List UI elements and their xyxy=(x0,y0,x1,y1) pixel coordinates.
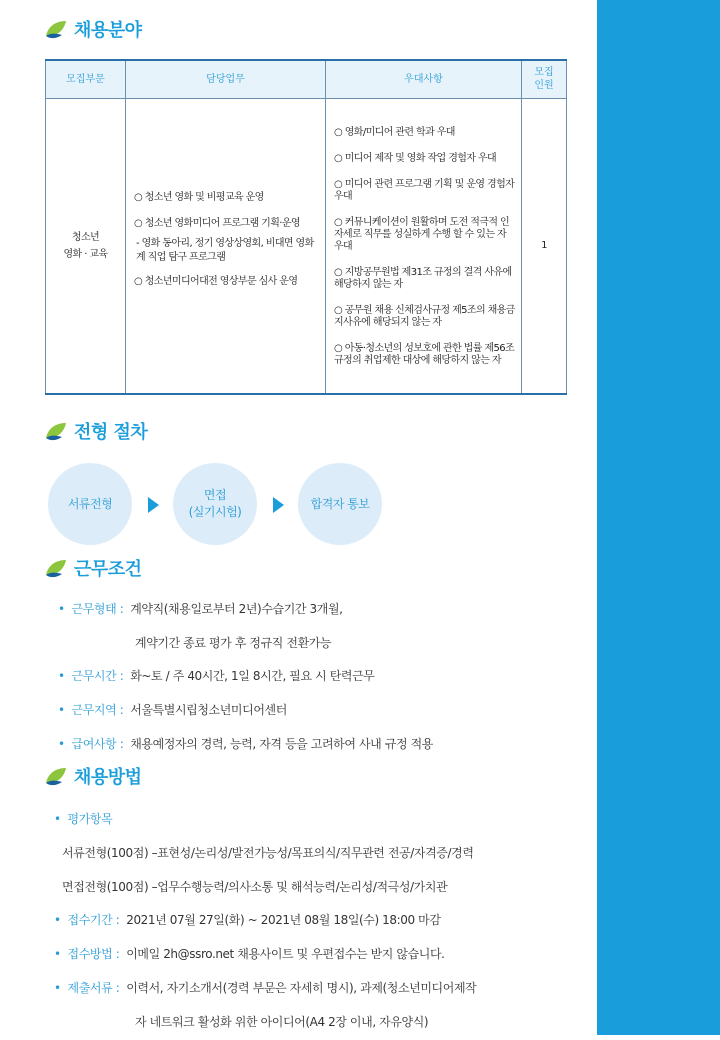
pref-cell xyxy=(326,98,522,394)
condition-type-cont: 계약기간 종료 평가 후 정규직 전환가능 xyxy=(135,636,332,650)
condition-value: 계약직(채용일로부터 2년)수습기간 3개월, xyxy=(130,602,343,616)
leaf-icon xyxy=(44,18,68,40)
count-cell: 1 xyxy=(522,98,567,394)
header-duty: 담당업무 xyxy=(126,60,326,98)
method-apply xyxy=(54,945,445,962)
step-label: 서류전형 xyxy=(67,496,113,511)
method-period xyxy=(54,911,441,928)
section-title-text: 채용방법 xyxy=(74,767,142,788)
pref-item: ○ 미디어 제작 및 영화 작업 경험자 우대 xyxy=(334,153,497,165)
leaf-icon xyxy=(44,420,68,442)
method-label: 접수방법 : xyxy=(67,947,120,961)
condition-region xyxy=(58,701,287,718)
bullet: • xyxy=(54,947,61,961)
bullet: • xyxy=(58,602,65,616)
method-label: 제출서류 : xyxy=(67,981,120,995)
method-docs-cont: 자 네트워크 활성화 위한 아이디어(A4 2장 이내, 자유양식) xyxy=(135,1015,429,1029)
table-header-row xyxy=(46,60,567,98)
method-docs xyxy=(54,979,476,996)
condition-value: 채용예정자의 경력, 능력, 자격 등을 고려하여 사내 규정 적용 xyxy=(130,737,433,751)
section-title-text: 전형 절차 xyxy=(74,422,148,443)
leaf-icon xyxy=(44,557,68,579)
section-title-text: 근무조건 xyxy=(74,559,142,580)
method-eval xyxy=(54,810,112,827)
condition-label: 근무시간 : xyxy=(71,669,124,683)
method-value: 2021년 07월 27일(화) ~ 2021년 08월 18일(수) 18:00 마감 xyxy=(126,913,441,927)
leaf-icon xyxy=(44,765,68,787)
header-count-line1: 모집 xyxy=(534,67,554,79)
pref-item: ○ 지방공무원법 제31조 규정의 결격 사유에 해당하지 않는 자 xyxy=(334,267,512,291)
duty-item: ○ 청소년 영화 및 비평교육 운영 xyxy=(134,191,264,203)
pref-item: ○ 미디어 관련 프로그램 기획 및 운영 경험자 우대 xyxy=(334,179,515,203)
method-label: 평가항목 xyxy=(67,812,113,826)
bullet: • xyxy=(58,737,65,751)
bullet: • xyxy=(54,812,61,826)
duty-cell xyxy=(126,98,326,394)
pref-item: ○ 영화/미디어 관련 학과 우대 xyxy=(334,127,455,139)
condition-hours xyxy=(58,667,374,684)
section-title-recruit xyxy=(44,14,142,44)
dept-line2: 영화 · 교육 xyxy=(63,248,108,260)
method-interview-eval: 면접전형(100점) –업무수행능력/의사소통 및 해석능력/논리성/적극성/가치관 xyxy=(62,880,448,894)
header-count-line2: 인원 xyxy=(534,80,554,92)
table-row xyxy=(46,98,567,394)
step-circle-result xyxy=(298,463,382,545)
condition-salary xyxy=(58,735,433,752)
header-count xyxy=(522,60,567,98)
condition-label: 근무지역 : xyxy=(71,703,124,717)
section-title-method xyxy=(44,761,142,791)
condition-label: 급여사항 : xyxy=(71,737,124,751)
duty-item: ○ 청소년 영화미디어 프로그램 기획·운영 xyxy=(134,217,300,229)
process-steps xyxy=(48,463,588,545)
step-label: (실기시험) xyxy=(188,505,242,519)
condition-value: 화~토 / 주 40시간, 1일 8시간, 필요 시 탄력근무 xyxy=(130,669,375,683)
bottom-margin xyxy=(0,1035,720,1040)
step-circle-interview xyxy=(173,463,257,545)
dept-cell xyxy=(46,98,126,394)
bullet: • xyxy=(54,913,61,927)
condition-value: 서울특별시립청소년미디어센터 xyxy=(130,703,287,717)
section-title-process xyxy=(44,416,147,446)
arrow-right-icon xyxy=(148,497,159,513)
condition-label: 근무형태 : xyxy=(71,602,124,616)
right-side-bar xyxy=(597,0,720,1035)
step-label: 합격자 통보 xyxy=(310,496,370,511)
condition-type xyxy=(58,600,343,617)
section-title-conditions xyxy=(44,553,142,583)
bullet: • xyxy=(58,703,65,717)
duty-item: ○ 청소년미디어대전 영상부문 심사 운영 xyxy=(134,275,298,287)
step-label: 면접 xyxy=(203,488,227,502)
step-circle-document xyxy=(48,463,132,545)
method-label: 접수기간 : xyxy=(67,913,120,927)
method-doc-eval: 서류전형(100점) –표현성/논리성/발전가능성/목표의식/직무관련 전공/자격증/경력 xyxy=(62,846,474,860)
method-value: 이메일 2h@ssro.net 채용사이트 및 우편접수는 받지 않습니다. xyxy=(126,947,445,961)
arrow-right-icon xyxy=(273,497,284,513)
duty-sub-item: - 영화 동아리, 정기 영상상영회, 비대면 영화계 직업 탐구 프로그램 xyxy=(136,237,314,263)
method-value: 이력서, 자기소개서(경력 부문은 자세히 명시), 과제(청소년미디어제작 xyxy=(126,981,477,995)
pref-item: ○ 커뮤니케이션이 원활하며 도전 적극적 인 자세로 직무를 성실하게 수행 할 수 있는 자 우대 xyxy=(334,217,510,253)
section-title-text: 채용분야 xyxy=(74,20,142,41)
pref-item: ○ 공무원 채용 신체검사규정 제5조의 채용금지사유에 해당되지 않는 자 xyxy=(334,305,515,329)
pref-item: ○ 아동·청소년의 성보호에 관한 법률 제56조 규정의 취업제한 대상에 해당하지 않는 자 xyxy=(334,343,515,367)
recruit-table xyxy=(45,59,567,395)
header-pref: 우대사항 xyxy=(326,60,522,98)
header-dept: 모집부문 xyxy=(46,60,126,98)
bullet: • xyxy=(58,669,65,683)
dept-line1: 청소년 xyxy=(71,231,100,243)
bullet: • xyxy=(54,981,61,995)
